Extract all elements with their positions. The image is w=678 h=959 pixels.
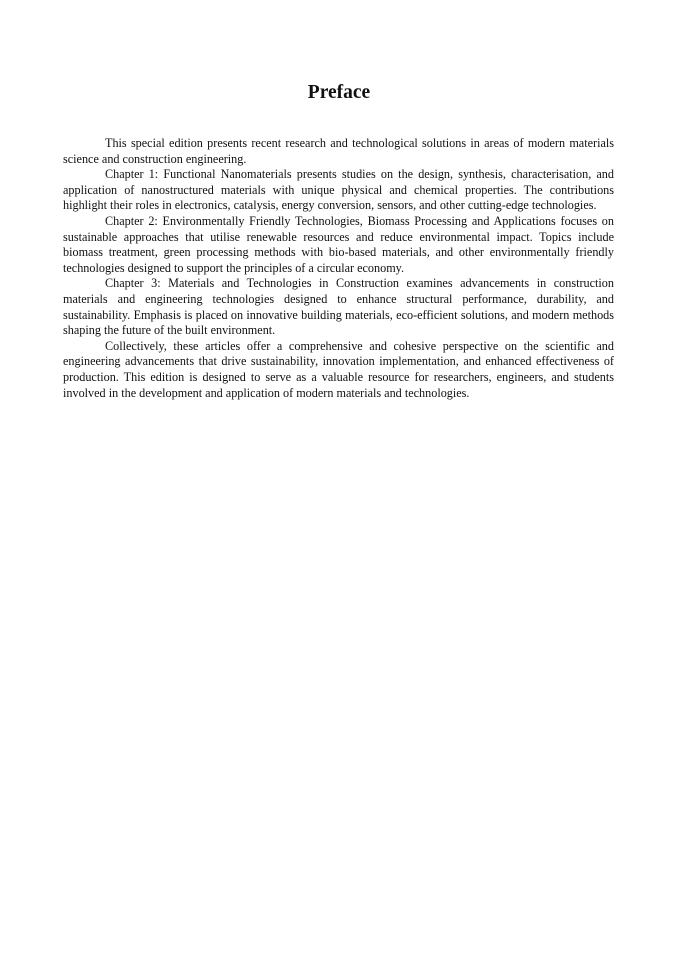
paragraph-introduction: This special edition presents recent research and technological solutions in areas of modern materials science and construction engineering.	[63, 136, 614, 166]
paragraph-chapter-3: Chapter 3: Materials and Technologies in Construction examines advancements in construction materials and engineering technologies designed to enhance structural performance, durability, and sustainability. Emphasis is placed on innovative building materials, eco-efficient solutions, and modern methods shaping the future of the built environment.	[63, 276, 614, 338]
paragraph-chapter-2: Chapter 2: Environmentally Friendly Technologies, Biomass Processing and Applications focuses on sustainable approaches that utilise renewable resources and reduce environmental impact. Topics include biomass treatment, green processing methods with bio-based materials, and other environmentally friendly technologies designed to support the principles of a circular economy.	[63, 213, 614, 275]
preface-body	[63, 136, 614, 401]
paragraph-conclusion: Collectively, these articles offer a comprehensive and cohesive perspective on the scientific and engineering advancements that drive sustainability, innovation implementation, and enhanced effectiveness of production. This edition is designed to serve as a valuable resource for researchers, engineers, and students involved in the development and application of modern materials and technologies.	[63, 338, 614, 400]
paragraph-chapter-1: Chapter 1: Functional Nanomaterials presents studies on the design, synthesis, characterisation, and application of nanostructured materials with unique physical and chemical properties. The contributions highlight their roles in electronics, catalysis, energy conversion, sensors, and other cutting-edge technologies.	[63, 167, 614, 213]
page-title: Preface	[307, 82, 371, 103]
